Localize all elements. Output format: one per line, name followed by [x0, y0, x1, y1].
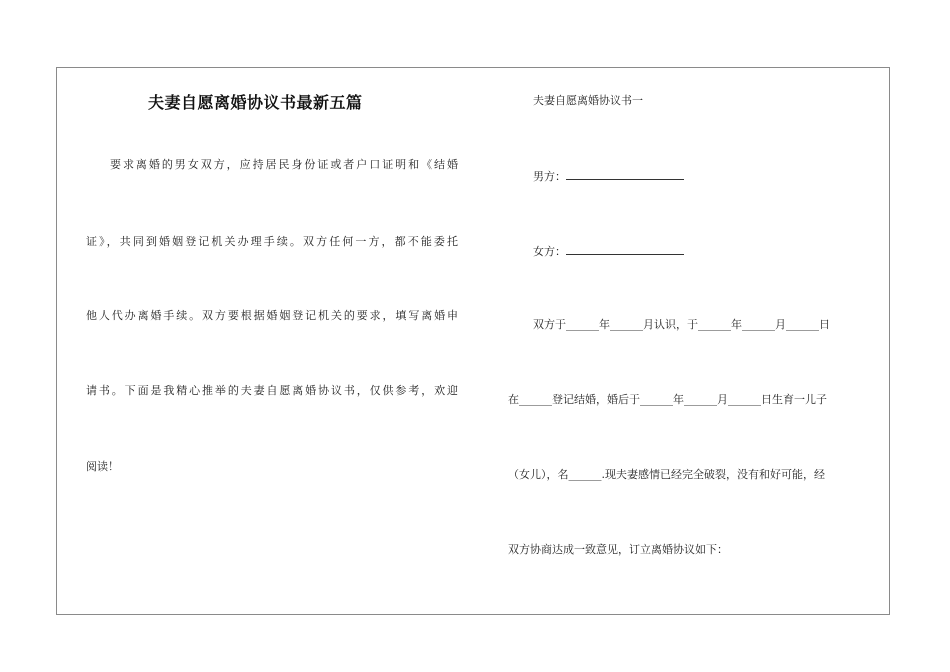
agreement-line-1 [533, 318, 830, 332]
blank-segment: ______ [519, 393, 552, 406]
man-field-row [533, 169, 684, 184]
agreement-heading: 夫妻自愿离婚协议书一 [533, 94, 643, 107]
intro-line-2: 证》，共同到婚姻登记机关办理手续。双方任何一方，都不能委托 [86, 235, 458, 248]
blank-segment: ______ [640, 393, 673, 406]
intro-line-1: 要求离婚的男女双方，应持居民身份证或者户口证明和《结婚 [110, 158, 458, 171]
woman-field-row [533, 244, 684, 259]
man-label: 男方： [533, 170, 566, 183]
text-segment: 双方于 [533, 318, 566, 331]
blank-segment: ______ [742, 318, 775, 331]
woman-blank-line [566, 244, 684, 255]
text-segment: 月认识，于 [643, 318, 698, 331]
text-segment: 登记结婚，婚后于 [552, 393, 640, 406]
text-segment: （女儿），名 [508, 468, 569, 481]
text-segment: 年 [673, 393, 684, 406]
text-segment: 月 [775, 318, 786, 331]
woman-label: 女方： [533, 245, 566, 258]
blank-segment: ______ [728, 393, 761, 406]
text-segment: 日生育一儿子 [761, 393, 827, 406]
page-border [56, 67, 890, 615]
blank-segment: ______ [786, 318, 819, 331]
intro-line-3: 他人代办离婚手续。双方要根据婚姻登记机关的要求，填写离婚申 [86, 309, 458, 322]
man-blank-line [566, 169, 684, 180]
text-segment: 年 [731, 318, 742, 331]
blank-segment: ______ [566, 318, 599, 331]
blank-segment: ______ [698, 318, 731, 331]
text-segment: .现夫妻感情已经完全破裂，没有和好可能，经 [601, 468, 825, 481]
agreement-line-2 [508, 393, 827, 407]
agreement-line-4: 双方协商达成一致意见，订立离婚协议如下： [508, 543, 728, 556]
intro-line-4: 请书。下面是我精心推举的夫妻自愿离婚协议书，仅供参考，欢迎 [86, 384, 458, 397]
agreement-line-3 [508, 468, 825, 482]
blank-segment: ______ [568, 468, 602, 481]
text-segment: 日 [819, 318, 830, 331]
blank-segment: ______ [610, 318, 643, 331]
text-segment: 年 [599, 318, 610, 331]
document-title: 夫妻自愿离婚协议书最新五篇 [148, 93, 363, 112]
text-segment: 月 [717, 393, 728, 406]
intro-line-5: 阅读！ [86, 460, 119, 473]
blank-segment: ______ [684, 393, 717, 406]
text-segment: 在 [508, 393, 519, 406]
